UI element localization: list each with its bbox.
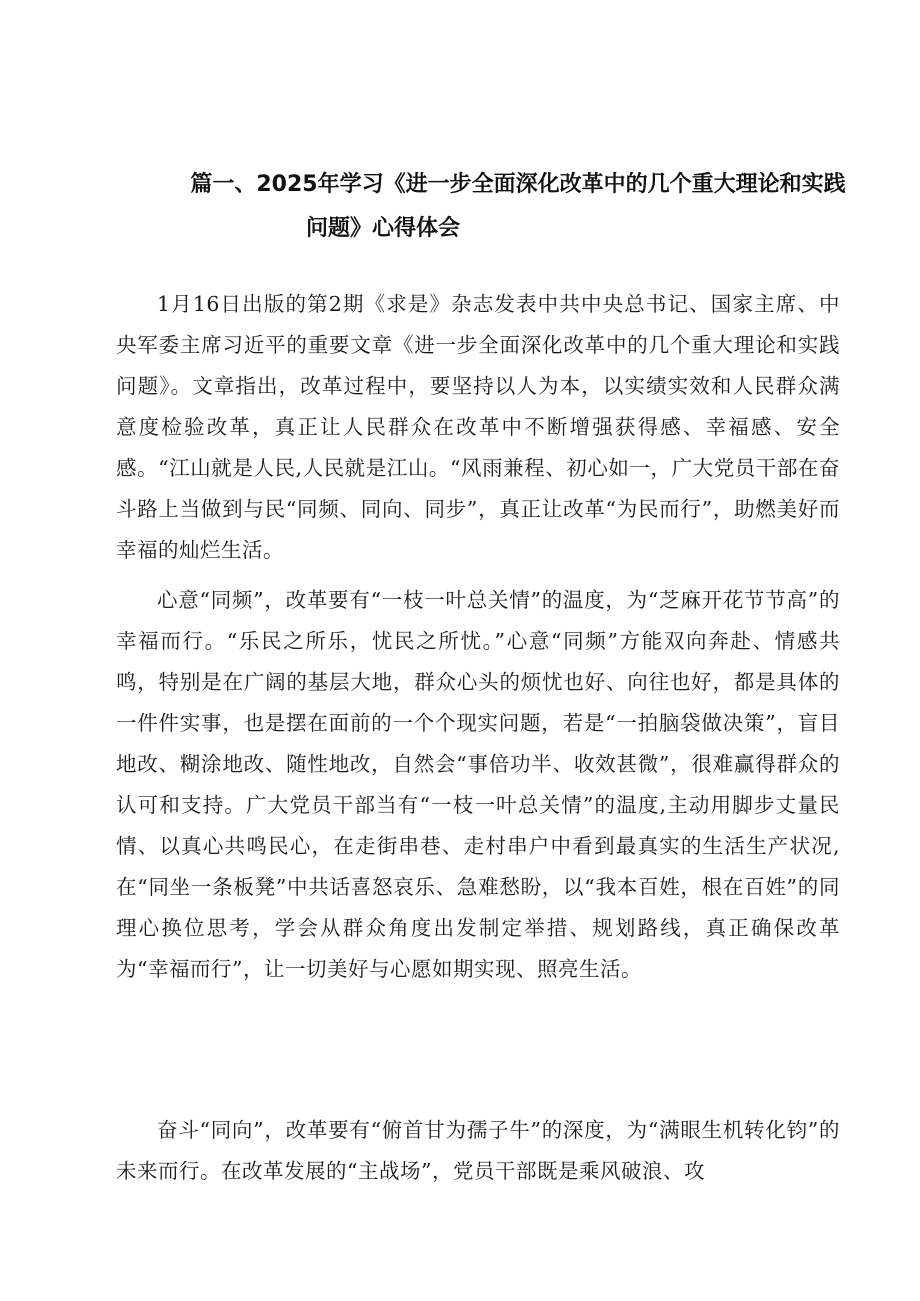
document-title <box>118 163 888 251</box>
paragraph-2: 心意“同频”，改革要有“一枝一叶总关情”的温度，为“芝麻开花节节高”的幸福而行。“乐民之所乐，忧民之所忧。”心意“同频”方能双向奔赴、情感共鸣，特别是在广阔的基层大地，群众心头的烦忧也好、向往也好，都是具体的一件件实事，也是摆在面前的一个个现实问题，若是“一拍脑袋做决策”，盲目地改、糊涂地改、随性地改，自然会“事倍功半、收效甚微”，很难赢得群众的认可和支持。广大党员干部当有“一枝一叶总关情”的温度,主动用脚步丈量民情、以真心共鸣民心，在走街串巷、走村串户中看到最真实的生活生产状况,在“同坐一条板凳”中共话喜怒哀乐、急难愁盼，以“我本百姓，根在百姓”的同理心换位思考，学会从群众角度出发制定举措、规划路线，真正确保改革为“幸福而行”，让一切美好与心愿如期实现、照亮生活。 <box>116 588 840 981</box>
title-line-1: 篇一、2025年学习《进一步全面深化改革中的几个重大理论和实践 <box>190 171 846 197</box>
title-line-2: 问题》心得体会 <box>306 215 461 241</box>
paragraph-1: 1月16日出版的第2期《求是》杂志发表中共中央总书记、国家主席、中央军委主席习近平的重要文章《进一步全面深化改革中的几个重大理论和实践问题》。文章指出，改革过程中，要坚持以人为本，以实绩实效和人民群众满意度检验改革，真正让人民群众在改革中不断增强获得感、幸福感、安全感。“江山就是人民,人民就是江山。“风雨兼程、初心如一，广大党员干部在奋斗路上当做到与民“同频、同向、同步”，真正让改革“为民而行”，助燃美好而幸福的灿烂生活。 <box>116 292 840 562</box>
paragraph-3: 奋斗“同向”，改革要有“俯首甘为孺子牛”的深度，为“满眼生机转化钧”的未来而行。在改革发展的“主战场”，党员干部既是乘风破浪、攻 <box>116 1118 840 1183</box>
